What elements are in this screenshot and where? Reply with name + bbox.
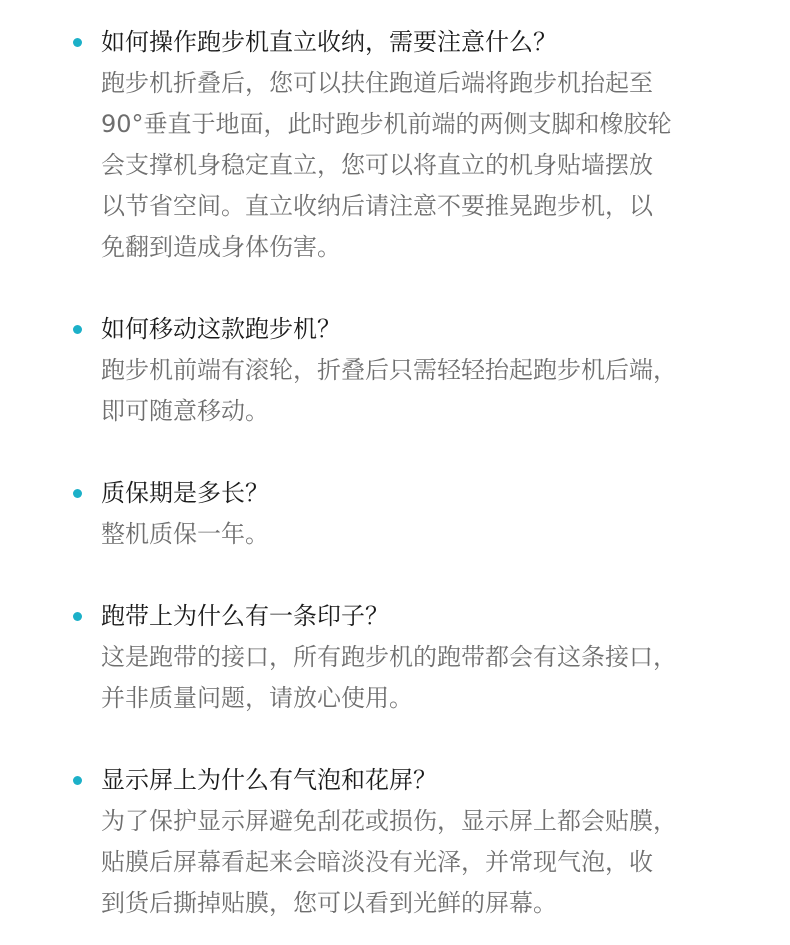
- faq-question: 显示屏上为什么有气泡和花屏？: [101, 766, 437, 794]
- faq-answer-line: 跑步机前端有滚轮，折叠后只需轻轻抬起跑步机后端，: [101, 356, 677, 384]
- faq-question: 质保期是多长？: [101, 479, 269, 507]
- faq-answer: [101, 637, 741, 719]
- faq-answer-line: 整机质保一年。: [101, 520, 269, 548]
- faq-answer-line: 会支撑机身稳定直立，您可以将直立的机身贴墙摆放: [101, 151, 653, 179]
- bullet-dot-icon: [73, 489, 82, 498]
- faq-answer-line: 免翻到造成身体伤害。: [101, 233, 341, 261]
- faq-answer: [101, 63, 741, 268]
- faq-answer: [101, 350, 741, 432]
- bullet-dot-icon: [73, 776, 82, 785]
- bullet-dot-icon: [73, 612, 82, 621]
- bullet-dot-icon: [73, 325, 82, 334]
- faq-question: 如何操作跑步机直立收纳，需要注意什么？: [101, 28, 557, 56]
- faq-answer-line: 以节省空间。直立收纳后请注意不要推晃跑步机，以: [101, 192, 653, 220]
- faq-answer-line: 即可随意移动。: [101, 397, 269, 425]
- faq-answer-line: 为了保护显示屏避免刮花或损伤，显示屏上都会贴膜，: [101, 807, 677, 835]
- faq-answer: [101, 514, 741, 555]
- faq-question: 跑带上为什么有一条印子？: [101, 602, 389, 630]
- bullet-dot-icon: [73, 38, 82, 47]
- faq-answer-line: 到货后撕掉贴膜，您可以看到光鲜的屏幕。: [101, 889, 557, 917]
- faq-question: 如何移动这款跑步机？: [101, 315, 341, 343]
- faq-answer-line: 并非质量问题，请放心使用。: [101, 684, 413, 712]
- faq-answer-line: 跑步机折叠后，您可以扶住跑道后端将跑步机抬起至: [101, 69, 653, 97]
- faq-answer-line: 贴膜后屏幕看起来会暗淡没有光泽，并常现气泡，收: [101, 848, 653, 876]
- faq-answer: [101, 801, 741, 924]
- faq-answer-line: 这是跑带的接口，所有跑步机的跑带都会有这条接口，: [101, 643, 677, 671]
- faq-answer-line: 90°垂直于地面，此时跑步机前端的两侧支脚和橡胶轮: [101, 110, 672, 138]
